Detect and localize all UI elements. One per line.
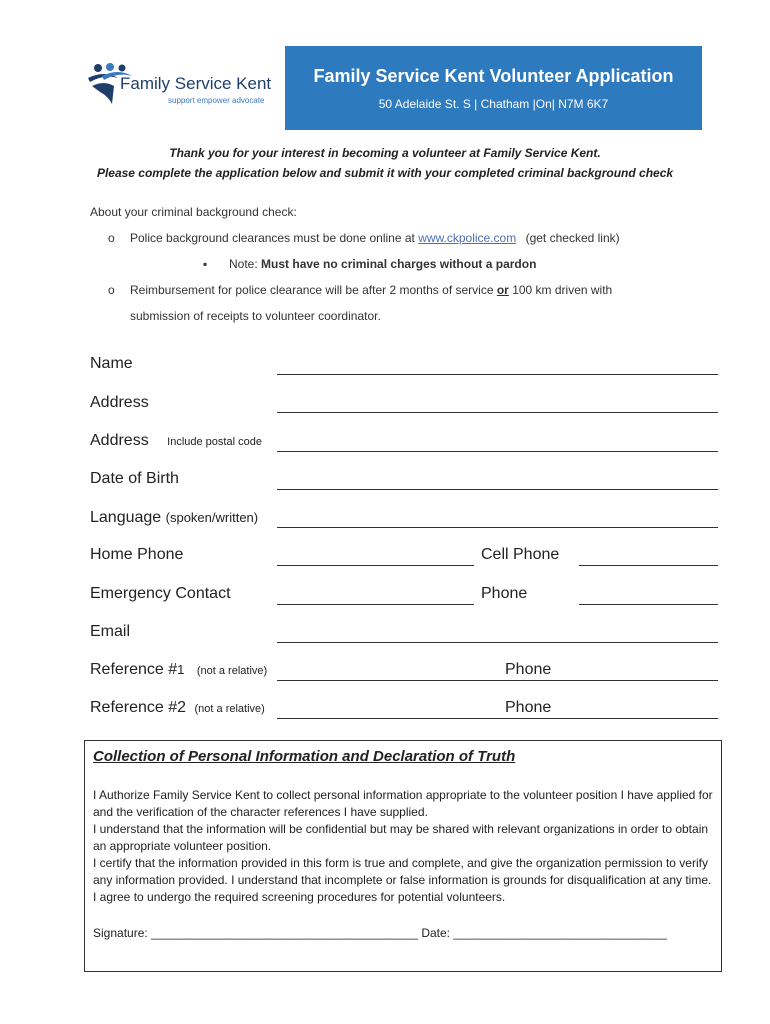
logo-tagline: support empower advocate bbox=[168, 96, 265, 105]
reference-1-label bbox=[90, 661, 267, 679]
emergency-phone-field[interactable] bbox=[579, 604, 718, 605]
intro-line-1: Thank you for your interest in becoming a volunteer at Family Service Kent. bbox=[169, 146, 601, 160]
logo-name: Family Service Kent bbox=[120, 74, 272, 93]
reference-1-field[interactable] bbox=[277, 680, 718, 681]
bullet-text: Police background clearances must be done online at bbox=[130, 231, 415, 245]
note-label: Note: bbox=[229, 257, 258, 271]
declaration-paragraph-2: I understand that the information will be confidential but may be shared with relevant organizations in order to obtain an appropriate volunteer position. bbox=[93, 822, 709, 853]
title-banner bbox=[285, 46, 702, 130]
note-text: Must have no criminal charges without a pardon bbox=[261, 257, 537, 271]
reference-2-phone-label: Phone bbox=[505, 699, 552, 716]
or-emphasis: or bbox=[496, 283, 509, 297]
organization-address: 50 Adelaide St. S | Chatham |On| N7M 6K7 bbox=[378, 97, 609, 111]
postal-code-hint: Include postal code bbox=[167, 436, 262, 448]
bullet-marker: o bbox=[108, 231, 115, 245]
declaration-paragraph-1: I Authorize Family Service Kent to collect personal information appropriate to the volunteer position I have applied for and the verification of the character references I have supplied. bbox=[93, 788, 713, 819]
cell-phone-label: Cell Phone bbox=[481, 546, 560, 563]
emergency-contact-field[interactable] bbox=[277, 604, 474, 605]
bullet-reimbursement-cont: submission of receipts to volunteer coordinator. bbox=[130, 309, 381, 323]
address-label: Address bbox=[90, 394, 149, 411]
dob-field[interactable] bbox=[277, 489, 718, 490]
sub-bullet-marker: ▪ bbox=[203, 257, 208, 271]
bullet-text: 100 km driven with bbox=[512, 283, 613, 297]
reference-2-text: Reference #2 bbox=[90, 699, 187, 716]
reference-1-number: 1 bbox=[177, 662, 185, 677]
declaration-title: Collection of Personal Information and Declaration of Truth bbox=[93, 748, 516, 765]
bullet-link-note: (get checked link) bbox=[525, 231, 620, 245]
ckpolice-link[interactable]: www.ckpolice.com bbox=[418, 231, 517, 245]
bullet-reimbursement bbox=[130, 283, 612, 297]
reference-1-text: Reference # bbox=[90, 661, 178, 678]
page-title: Family Service Kent Volunteer Application bbox=[313, 66, 674, 86]
intro-line-2: Please complete the application below and submit it with your completed criminal background check bbox=[96, 166, 674, 180]
language-hint: (spoken/written) bbox=[165, 510, 259, 525]
address-2-field[interactable] bbox=[277, 451, 718, 452]
bullet-marker: o bbox=[108, 283, 115, 297]
cell-phone-field[interactable] bbox=[579, 565, 718, 566]
emergency-contact-label: Emergency Contact bbox=[90, 585, 231, 602]
reference-2-label bbox=[90, 699, 265, 717]
address-2-text: Address bbox=[90, 432, 149, 449]
address-2-label bbox=[90, 432, 262, 450]
bullet-text: Reimbursement for police clearance will be after 2 months of service bbox=[130, 283, 494, 297]
language-text: Language bbox=[90, 509, 162, 526]
language-label bbox=[90, 509, 258, 527]
home-phone-label: Home Phone bbox=[90, 546, 184, 563]
background-heading: About your criminal background check: bbox=[90, 205, 297, 219]
dob-label: Date of Birth bbox=[90, 470, 179, 487]
reference-2-field[interactable] bbox=[277, 718, 718, 719]
signature-date-line[interactable]: Signature: ________________________________________ Date: ________________________________ bbox=[93, 926, 667, 940]
declaration-paragraph-3: I certify that the information provided in this form is true and complete, and give the organization permission to verify any information provided. I understand that incomplete or false information is grounds for disqualification at any time. I agree to undergo the required screening procedures for potential volunteers. bbox=[93, 856, 712, 904]
home-phone-field[interactable] bbox=[277, 565, 474, 566]
email-field[interactable] bbox=[277, 642, 718, 643]
note-line bbox=[229, 257, 536, 271]
reference-1-phone-label: Phone bbox=[505, 661, 552, 678]
reference-2-hint: (not a relative) bbox=[194, 703, 265, 715]
emergency-phone-label: Phone bbox=[481, 585, 528, 602]
bullet-police-clearance bbox=[130, 231, 620, 245]
email-label: Email bbox=[90, 623, 131, 640]
language-field[interactable] bbox=[277, 527, 718, 528]
reference-1-hint: (not a relative) bbox=[196, 665, 268, 677]
name-field[interactable] bbox=[277, 374, 718, 375]
address-field[interactable] bbox=[277, 412, 718, 413]
name-label: Name bbox=[90, 355, 133, 372]
